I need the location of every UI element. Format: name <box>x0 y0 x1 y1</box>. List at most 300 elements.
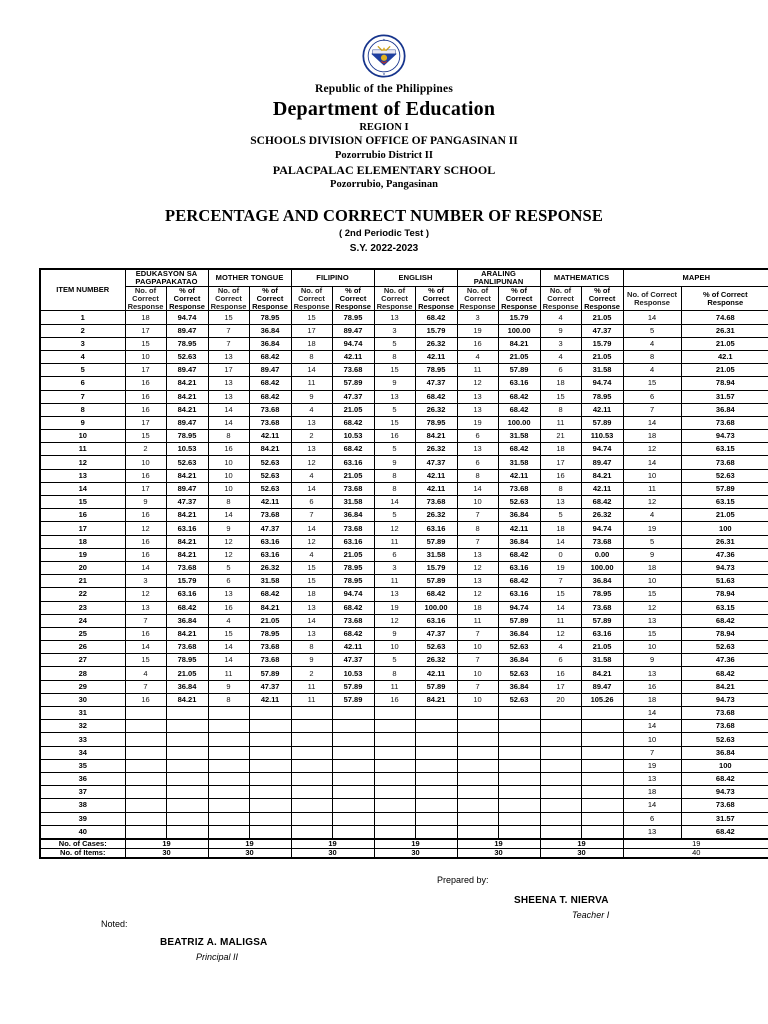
cell-mapeh-count: 5 <box>623 535 681 548</box>
cell-percent <box>249 799 291 812</box>
subhead-esp-count <box>125 286 166 311</box>
cell-percent: 84.21 <box>415 693 457 706</box>
cell-count: 5 <box>374 337 415 350</box>
table-row <box>40 469 768 482</box>
cell-count: 16 <box>374 430 415 443</box>
cell-count: 7 <box>457 627 498 640</box>
cell-percent: 63.16 <box>498 588 540 601</box>
cell-count: 9 <box>374 377 415 390</box>
cell-count: 4 <box>291 469 332 482</box>
cell-item-number: 31 <box>40 707 125 720</box>
cell-mapeh-percent: 73.68 <box>681 799 768 812</box>
cell-percent: 52.63 <box>498 667 540 680</box>
cell-count: 10 <box>208 482 249 495</box>
table-row <box>40 416 768 429</box>
cell-mapeh-count: 4 <box>623 337 681 350</box>
table-row <box>40 667 768 680</box>
svg-text:★: ★ <box>382 38 386 43</box>
subhead-math-count <box>540 286 581 311</box>
cell-percent: 89.47 <box>249 364 291 377</box>
table-row <box>40 575 768 588</box>
cell-percent: 47.37 <box>166 496 208 509</box>
cell-count <box>125 746 166 759</box>
cell-percent: 78.95 <box>332 311 374 324</box>
cell-count <box>291 812 332 825</box>
cell-mapeh-count: 4 <box>623 509 681 522</box>
deped-seal-svg <box>362 34 406 78</box>
cell-percent: 73.68 <box>249 509 291 522</box>
cell-count <box>457 759 498 772</box>
cell-count: 10 <box>457 641 498 654</box>
cell-percent: 73.68 <box>249 416 291 429</box>
cell-count <box>374 759 415 772</box>
cell-mapeh-percent: 51.63 <box>681 575 768 588</box>
republic-line: Republic of the Philippines <box>315 83 453 95</box>
table-row <box>40 509 768 522</box>
subhead-line2: Response <box>542 301 579 311</box>
cell-percent: 68.42 <box>581 496 623 509</box>
cell-count: 10 <box>457 693 498 706</box>
cell-percent: 36.84 <box>249 337 291 350</box>
cell-count: 4 <box>291 403 332 416</box>
cell-percent: 63.16 <box>498 377 540 390</box>
cell-count <box>291 720 332 733</box>
cell-percent <box>166 799 208 812</box>
cell-count: 2 <box>291 430 332 443</box>
cell-mapeh-percent: 36.84 <box>681 403 768 416</box>
cell-count: 17 <box>540 456 581 469</box>
cell-percent <box>166 720 208 733</box>
cell-percent: 94.74 <box>332 588 374 601</box>
subhead-math-pct <box>581 286 623 311</box>
cell-percent: 52.63 <box>249 482 291 495</box>
cell-count: 11 <box>291 377 332 390</box>
cell-percent: 89.47 <box>166 364 208 377</box>
cell-mapeh-count: 5 <box>623 324 681 337</box>
table-row <box>40 812 768 825</box>
cell-count <box>125 825 166 839</box>
report-subtitle: ( 2nd Periodic Test ) <box>338 228 430 239</box>
cell-count: 2 <box>125 443 166 456</box>
cell-count: 17 <box>208 364 249 377</box>
cell-percent <box>498 799 540 812</box>
cell-count <box>291 799 332 812</box>
cell-item-number: 15 <box>40 496 125 509</box>
subhead-line1: No. of Correct <box>547 285 574 303</box>
cell-count <box>374 746 415 759</box>
cell-count: 10 <box>125 456 166 469</box>
cell-percent: 36.84 <box>498 509 540 522</box>
cell-count: 16 <box>125 390 166 403</box>
cell-percent <box>166 812 208 825</box>
cell-count <box>208 733 249 746</box>
cell-count: 4 <box>540 641 581 654</box>
table-body <box>40 311 768 839</box>
cell-mapeh-percent: 73.68 <box>681 416 768 429</box>
cell-mapeh-count: 16 <box>623 680 681 693</box>
cell-percent: 42.11 <box>249 693 291 706</box>
cell-count: 18 <box>291 337 332 350</box>
cell-percent <box>415 799 457 812</box>
subhead-line2: Response <box>376 301 413 311</box>
cell-item-number: 16 <box>40 509 125 522</box>
cell-percent: 36.84 <box>166 614 208 627</box>
col-header-english: ENGLISH <box>374 269 457 286</box>
table-row <box>40 825 768 839</box>
cell-count: 15 <box>374 416 415 429</box>
cell-percent: 68.42 <box>332 601 374 614</box>
cell-percent: 84.21 <box>166 469 208 482</box>
cell-percent <box>249 812 291 825</box>
table-row <box>40 588 768 601</box>
cell-count: 10 <box>457 496 498 509</box>
table-head <box>40 269 768 311</box>
cell-percent: 100.00 <box>498 324 540 337</box>
cell-mapeh-count: 12 <box>623 496 681 509</box>
table-row <box>40 759 768 772</box>
cell-mapeh-percent: 84.21 <box>681 680 768 693</box>
cell-count: 14 <box>125 561 166 574</box>
cell-count: 13 <box>291 443 332 456</box>
cell-count <box>457 733 498 746</box>
cell-percent: 89.47 <box>166 416 208 429</box>
cell-count: 2 <box>291 667 332 680</box>
cell-count: 18 <box>540 443 581 456</box>
cell-count: 16 <box>208 601 249 614</box>
cell-count: 13 <box>208 377 249 390</box>
cell-count: 19 <box>457 324 498 337</box>
cell-count: 16 <box>125 693 166 706</box>
cell-item-number: 3 <box>40 337 125 350</box>
col-header-mother-tongue: MOTHER TONGUE <box>208 269 291 286</box>
cell-mapeh-percent: 68.42 <box>681 614 768 627</box>
cell-mapeh-percent: 100 <box>681 759 768 772</box>
cell-percent: 84.21 <box>166 627 208 640</box>
cell-count <box>540 812 581 825</box>
cell-percent: 100.00 <box>498 416 540 429</box>
table-row <box>40 746 768 759</box>
cell-percent: 52.63 <box>249 469 291 482</box>
cell-percent: 63.16 <box>498 561 540 574</box>
subhead-line1: % of Correct <box>703 289 748 299</box>
cell-count: 11 <box>374 575 415 588</box>
cell-percent <box>249 759 291 772</box>
table-row <box>40 430 768 443</box>
cell-count: 5 <box>374 443 415 456</box>
cell-count: 16 <box>457 337 498 350</box>
cell-percent: 0.00 <box>581 548 623 561</box>
cell-count: 17 <box>125 324 166 337</box>
cell-percent <box>415 746 457 759</box>
cell-mapeh-count: 15 <box>623 377 681 390</box>
cell-count: 14 <box>208 509 249 522</box>
cell-percent <box>498 812 540 825</box>
cell-item-number: 17 <box>40 522 125 535</box>
cell-count <box>125 799 166 812</box>
subhead-eng-count <box>374 286 415 311</box>
cell-percent: 78.95 <box>415 364 457 377</box>
cell-count: 10 <box>374 641 415 654</box>
cell-percent: 42.11 <box>415 350 457 363</box>
footer-label-cases: No. of Cases: <box>40 839 125 848</box>
cell-mapeh-count: 9 <box>623 654 681 667</box>
cell-count: 15 <box>125 654 166 667</box>
cell-count: 13 <box>291 416 332 429</box>
noter-role: Principal II <box>196 951 239 962</box>
cell-count <box>125 772 166 785</box>
cell-percent: 73.68 <box>498 482 540 495</box>
division-line: SCHOOLS DIVISION OFFICE OF PANGASINAN II <box>250 135 518 147</box>
cell-item-number: 37 <box>40 786 125 799</box>
cell-percent <box>249 772 291 785</box>
subhead-line2: Response <box>252 301 288 311</box>
cell-count <box>540 746 581 759</box>
cell-percent: 52.63 <box>415 641 457 654</box>
cell-count: 15 <box>540 390 581 403</box>
cell-count: 14 <box>291 614 332 627</box>
letterhead <box>0 82 768 192</box>
report-title-block <box>0 206 768 256</box>
cell-percent <box>415 733 457 746</box>
cell-percent <box>415 772 457 785</box>
subhead-esp-pct <box>166 286 208 311</box>
cell-count: 15 <box>208 627 249 640</box>
cell-count <box>291 825 332 839</box>
cell-count: 8 <box>540 403 581 416</box>
cell-percent: 36.84 <box>498 535 540 548</box>
cell-count: 17 <box>125 416 166 429</box>
subhead-line2: Response <box>584 301 620 311</box>
subhead-line1: No. of Correct <box>627 289 678 299</box>
cell-mapeh-percent: 78.94 <box>681 627 768 640</box>
cell-count: 13 <box>125 601 166 614</box>
cell-item-number: 28 <box>40 667 125 680</box>
cell-mapeh-percent: 26.31 <box>681 324 768 337</box>
cell-count: 5 <box>374 509 415 522</box>
cell-count: 18 <box>457 601 498 614</box>
cell-count <box>208 799 249 812</box>
cell-count: 7 <box>457 680 498 693</box>
subhead-line2: Response <box>210 301 247 311</box>
cell-percent: 94.74 <box>581 377 623 390</box>
cell-percent: 84.21 <box>415 430 457 443</box>
cell-mapeh-percent: 57.89 <box>681 482 768 495</box>
cell-mapeh-count: 7 <box>623 403 681 416</box>
cell-count: 9 <box>291 654 332 667</box>
cell-percent: 52.63 <box>498 693 540 706</box>
cell-percent: 68.42 <box>498 548 540 561</box>
cell-count <box>457 746 498 759</box>
cell-percent: 68.42 <box>415 311 457 324</box>
cell-percent <box>332 772 374 785</box>
cell-percent: 73.68 <box>249 403 291 416</box>
cell-item-number: 27 <box>40 654 125 667</box>
cell-item-number: 22 <box>40 588 125 601</box>
cell-count: 12 <box>208 548 249 561</box>
subject-header-row <box>40 269 768 286</box>
cell-percent: 84.21 <box>581 667 623 680</box>
cell-count: 16 <box>125 377 166 390</box>
cell-count: 19 <box>540 561 581 574</box>
cell-count: 14 <box>208 654 249 667</box>
subhead-line1: % of Correct <box>339 285 367 303</box>
cell-percent: 21.05 <box>249 614 291 627</box>
cell-percent: 52.63 <box>498 496 540 509</box>
cell-percent <box>581 799 623 812</box>
cell-count: 8 <box>374 667 415 680</box>
cell-percent: 78.95 <box>581 390 623 403</box>
cell-count: 14 <box>208 641 249 654</box>
table-foot <box>40 839 768 858</box>
cell-percent <box>415 812 457 825</box>
cell-count: 11 <box>291 680 332 693</box>
cell-percent <box>332 825 374 839</box>
cell-percent: 89.47 <box>166 324 208 337</box>
cell-mapeh-percent: 21.05 <box>681 337 768 350</box>
cell-mapeh-percent: 47.36 <box>681 654 768 667</box>
cell-mapeh-count: 6 <box>623 390 681 403</box>
cell-percent: 57.89 <box>415 575 457 588</box>
table-row <box>40 799 768 812</box>
cell-count: 13 <box>457 443 498 456</box>
cell-percent: 73.68 <box>332 522 374 535</box>
cell-mapeh-percent: 94.73 <box>681 693 768 706</box>
cell-percent: 63.16 <box>581 627 623 640</box>
cell-percent: 42.11 <box>249 430 291 443</box>
subheader-row <box>40 286 768 311</box>
cell-count: 16 <box>208 443 249 456</box>
cell-count: 4 <box>540 311 581 324</box>
subhead-fil-pct <box>332 286 374 311</box>
cell-count: 9 <box>208 680 249 693</box>
cell-count <box>457 720 498 733</box>
cell-count <box>540 720 581 733</box>
cell-percent: 10.53 <box>332 667 374 680</box>
table-row <box>40 482 768 495</box>
cell-mapeh-percent: 94.73 <box>681 561 768 574</box>
cell-percent: 73.68 <box>332 482 374 495</box>
footer-items-ap: 30 <box>457 848 540 857</box>
cell-count <box>457 772 498 785</box>
cell-percent: 110.53 <box>581 430 623 443</box>
cell-count: 7 <box>208 337 249 350</box>
table-row <box>40 350 768 363</box>
cell-percent: 78.95 <box>332 561 374 574</box>
cell-count: 12 <box>540 627 581 640</box>
cell-count: 14 <box>208 416 249 429</box>
footer-items-mt: 30 <box>208 848 291 857</box>
cell-count: 14 <box>540 535 581 548</box>
cell-percent <box>332 733 374 746</box>
cell-percent: 52.63 <box>498 641 540 654</box>
cell-percent: 68.42 <box>415 390 457 403</box>
cell-count: 14 <box>291 482 332 495</box>
subhead-line1: No. of Correct <box>298 285 325 303</box>
cell-count: 14 <box>540 601 581 614</box>
cell-count: 7 <box>457 509 498 522</box>
cell-mapeh-count: 15 <box>623 588 681 601</box>
subhead-line1: % of Correct <box>505 285 533 303</box>
cell-mapeh-count: 15 <box>623 627 681 640</box>
cell-count: 13 <box>208 390 249 403</box>
cell-count <box>374 720 415 733</box>
cell-count: 7 <box>457 654 498 667</box>
cell-percent: 68.42 <box>498 390 540 403</box>
cell-count <box>540 759 581 772</box>
table-row <box>40 377 768 390</box>
cell-count: 7 <box>125 614 166 627</box>
cell-item-number: 14 <box>40 482 125 495</box>
cell-count: 20 <box>540 693 581 706</box>
cell-percent <box>581 825 623 839</box>
cell-percent <box>166 759 208 772</box>
cell-percent <box>581 720 623 733</box>
cell-count: 17 <box>125 482 166 495</box>
cell-count: 14 <box>125 641 166 654</box>
cell-percent: 15.79 <box>498 311 540 324</box>
cell-item-number: 21 <box>40 575 125 588</box>
cell-percent: 84.21 <box>166 535 208 548</box>
cell-percent: 47.37 <box>332 654 374 667</box>
cell-count: 13 <box>374 390 415 403</box>
cell-count: 8 <box>374 482 415 495</box>
cell-count: 4 <box>291 548 332 561</box>
cell-count: 16 <box>540 667 581 680</box>
cell-count: 9 <box>291 390 332 403</box>
cell-percent <box>581 707 623 720</box>
footer-label-items: No. of Items: <box>40 848 125 857</box>
subhead-line2: Response <box>707 297 744 307</box>
cell-item-number: 39 <box>40 812 125 825</box>
footer-items-math: 30 <box>540 848 623 857</box>
cell-count: 3 <box>457 311 498 324</box>
cell-mapeh-count: 10 <box>623 641 681 654</box>
cell-count: 5 <box>208 561 249 574</box>
cell-percent: 57.89 <box>332 693 374 706</box>
subhead-line2: Response <box>169 301 205 311</box>
cell-count <box>208 720 249 733</box>
cell-percent: 78.95 <box>249 311 291 324</box>
cell-percent: 78.95 <box>166 337 208 350</box>
cell-count: 15 <box>125 430 166 443</box>
cell-count: 19 <box>457 416 498 429</box>
cell-percent: 84.21 <box>581 469 623 482</box>
cell-percent: 78.95 <box>415 416 457 429</box>
cell-count <box>457 707 498 720</box>
table-row <box>40 601 768 614</box>
cell-percent <box>581 786 623 799</box>
cell-percent: 68.42 <box>332 416 374 429</box>
cell-percent <box>415 825 457 839</box>
cell-percent: 15.79 <box>415 561 457 574</box>
cell-count: 17 <box>540 680 581 693</box>
subhead-line1: No. of Correct <box>381 285 408 303</box>
cell-count: 6 <box>291 496 332 509</box>
cell-count <box>125 759 166 772</box>
school-line: PALACPALAC ELEMENTARY SCHOOL <box>272 163 496 177</box>
cell-percent: 31.58 <box>415 548 457 561</box>
cell-item-number: 24 <box>40 614 125 627</box>
cell-count: 3 <box>374 324 415 337</box>
subhead-line2: Response <box>418 301 454 311</box>
cell-percent: 26.32 <box>415 403 457 416</box>
cell-mapeh-count: 13 <box>623 772 681 785</box>
footer-cases-ap: 19 <box>457 839 540 848</box>
cell-percent: 42.11 <box>415 469 457 482</box>
cell-percent: 73.68 <box>332 614 374 627</box>
cell-count: 8 <box>208 693 249 706</box>
cell-count <box>540 799 581 812</box>
